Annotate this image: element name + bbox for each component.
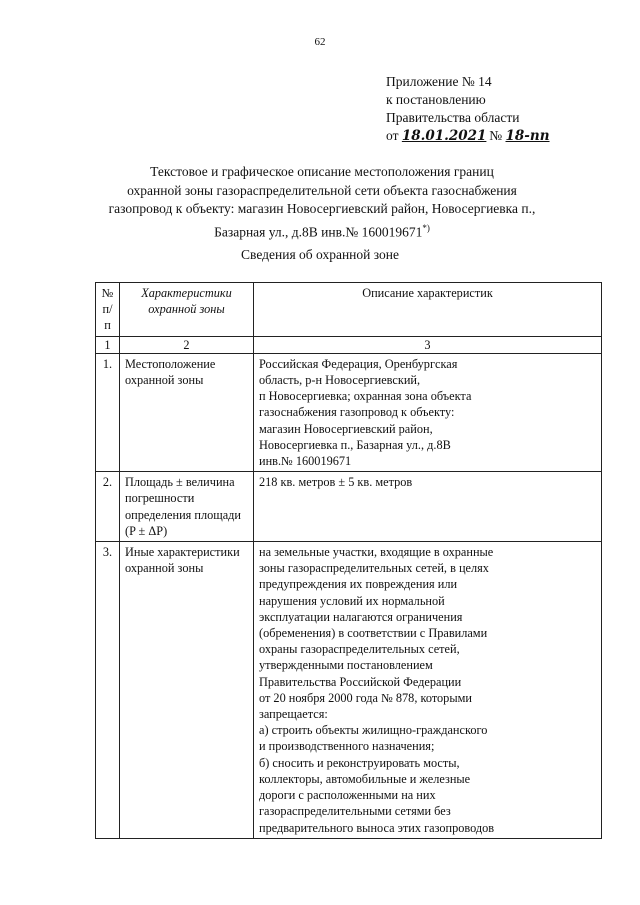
handwritten-date: 18.01.2021 xyxy=(401,128,487,144)
description-line: на земельные участки, входящие в охранные xyxy=(259,545,494,560)
zone-info-table xyxy=(95,282,602,839)
header-number: № п/п xyxy=(96,283,120,337)
title-line-2: охранной зоны газораспределительной сети объекта газоснабжения xyxy=(127,182,517,198)
header-description: Описание характеристик xyxy=(254,283,602,337)
description-line: магазин Новосергиевский район, xyxy=(259,421,433,436)
description-line: газораспределительными сетями без xyxy=(259,804,451,819)
table-row xyxy=(96,472,602,542)
index-cell: 1 xyxy=(96,336,120,353)
description-line: Правительства Российской Федерации xyxy=(259,674,462,689)
description-line: (обременения) в соответствии с Правилами xyxy=(259,626,488,641)
index-cell: 3 xyxy=(254,336,602,353)
page-number: 62 xyxy=(314,36,326,48)
row-characteristic: Местоположение охранной зоны xyxy=(120,353,254,471)
description-line: охраны газораспределительных сетей, xyxy=(259,642,460,657)
row-number: 3. xyxy=(96,542,120,839)
date-prefix: от xyxy=(386,128,399,143)
description-line: предварительного выноса этих газопроводов xyxy=(259,820,495,835)
description-line: 218 кв. метров ± 5 кв. метров xyxy=(259,475,413,490)
handwritten-number: 18-пп xyxy=(505,128,550,144)
appendix-date-line xyxy=(386,127,574,145)
description-line: Новосергиевка п., Базарная ул., д.8В xyxy=(259,437,451,452)
row-description xyxy=(254,542,602,839)
description-line: предупреждения их повреждения или xyxy=(259,577,458,592)
description-line: б) сносить и реконструировать мосты, xyxy=(259,755,460,770)
table-row xyxy=(96,353,602,471)
description-line: газоснабжения газопровод к объекту: xyxy=(259,405,455,420)
description-line: эксплуатации налагаются ограничения xyxy=(259,609,463,624)
section-subtitle: Сведения об охранной зоне xyxy=(241,247,399,262)
number-prefix: № xyxy=(489,128,503,143)
description-line: от 20 ноября 2000 года № 878, которыми xyxy=(259,690,472,705)
description-line: п Новосергиевка; охранная зона объекта xyxy=(259,389,472,404)
description-line: и производственного назначения; xyxy=(259,739,435,754)
row-number: 1. xyxy=(96,353,120,471)
description-line: нарушения условий их нормальной xyxy=(259,593,445,608)
table-header-row xyxy=(96,283,602,337)
row-characteristic: Площадь ± величина погрешности определения площади (P ± ΔP) xyxy=(120,472,254,542)
description-line: Российская Федерация, Оренбургская xyxy=(259,356,458,371)
appendix-line-3: Правительства области xyxy=(386,110,520,125)
table-index-row xyxy=(96,336,602,353)
row-characteristic: Иные характеристики охранной зоны xyxy=(120,542,254,839)
row-number: 2. xyxy=(96,472,120,542)
title-line-1: Текстовое и графическое описание местоположения границ xyxy=(150,164,494,179)
description-line: запрещается: xyxy=(259,707,328,722)
appendix-block xyxy=(386,73,574,145)
appendix-line-2: к постановлению xyxy=(386,92,486,107)
footnote-mark: *) xyxy=(422,222,430,233)
appendix-line-1: Приложение № 14 xyxy=(386,74,492,89)
row-description xyxy=(254,472,602,542)
description-line: инв.№ 160019671 xyxy=(259,454,352,469)
description-line: а) строить объекты жилищно-гражданского xyxy=(259,723,488,738)
description-line: дороги с расположенными на них xyxy=(259,788,436,803)
document-title xyxy=(60,163,584,242)
title-line-3: газопровод к объекту: магазин Новосергиевский район, Новосергиевка п., xyxy=(108,201,536,216)
header-characteristic: Характеристики охранной зоны xyxy=(120,283,254,337)
title-line-4 xyxy=(60,219,584,242)
description-line: коллекторы, автомобильные и железные xyxy=(259,771,471,786)
title-line-4-text: Базарная ул., д.8В инв.№ 160019671 xyxy=(214,224,423,239)
description-line: область, р-н Новосергиевский, xyxy=(259,373,421,388)
description-line: утвержденными постановлением xyxy=(259,658,433,673)
index-cell: 2 xyxy=(120,336,254,353)
row-description xyxy=(254,353,602,471)
table-row xyxy=(96,542,602,839)
description-line: зоны газораспределительных сетей, в целях xyxy=(259,561,489,576)
